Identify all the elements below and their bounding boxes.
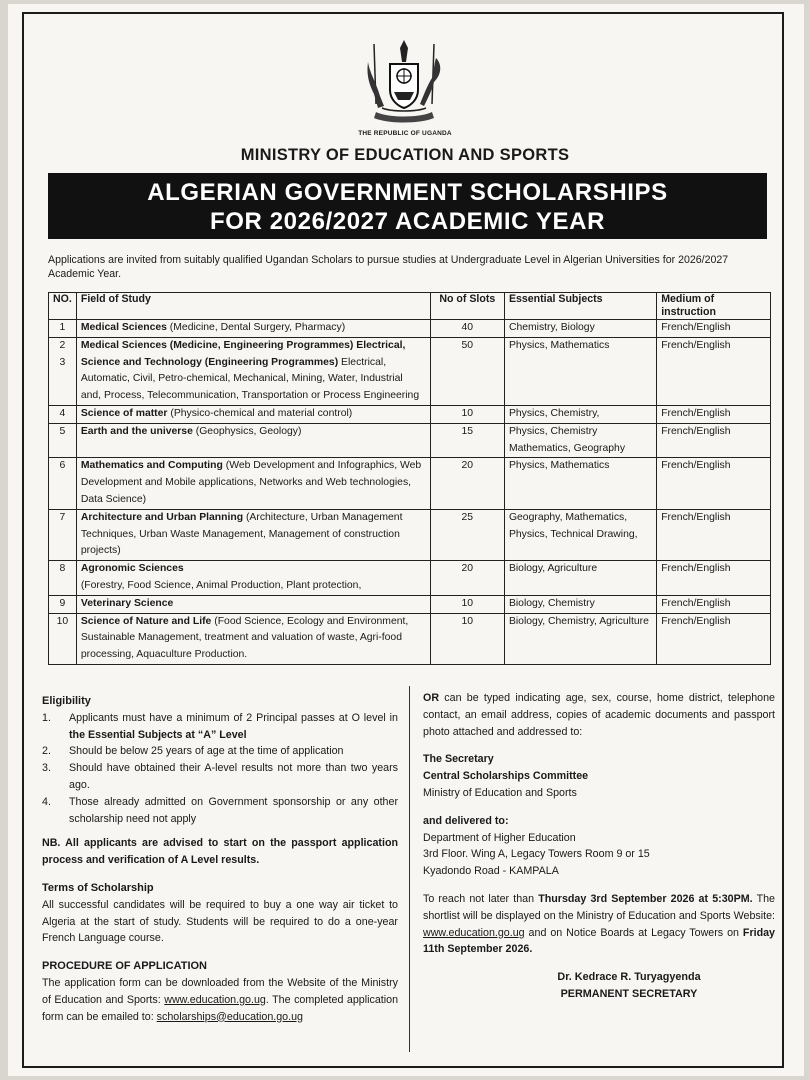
row-slots: 40 — [430, 320, 504, 338]
header-medium: Medium of instruction — [657, 293, 771, 320]
row-field-of-study — [76, 423, 430, 458]
address-line-3: Ministry of Education and Sports — [423, 786, 577, 799]
scholarships-email-link[interactable]: scholarships@education.go.ug — [156, 1010, 303, 1023]
field-title: Medical Sciences (Medicine, Engineering Programmes) Electrical, Science and Technology (Engineering Programmes) — [80, 339, 406, 368]
table-row — [49, 561, 771, 596]
field-details: (Web Development and Infographics, Web Development and Mobile applications, Networks and Web technologies, Data Science) — [80, 460, 422, 505]
table-body — [49, 320, 771, 665]
header-subjects: Essential Subjects — [504, 293, 656, 320]
field-title: Mathematics and Computing — [80, 460, 223, 472]
row-field-of-study — [76, 595, 430, 613]
eligibility-text: Should be below 25 years of age at the time of application — [69, 745, 344, 758]
right-column — [423, 690, 775, 1003]
row-subjects: Biology, Chemistry, Agriculture — [504, 613, 656, 664]
terms-heading: Terms of Scholarship — [42, 881, 154, 894]
row-subjects: Chemistry, Biology — [504, 320, 656, 338]
row-field-of-study — [76, 458, 430, 509]
row-number: 4 — [49, 405, 77, 423]
row-subjects: Physics, Chemistry Mathematics, Geography — [504, 423, 656, 458]
education-website-link[interactable]: www.education.go.ug — [164, 993, 266, 1006]
or-text: can be typed indicating age, sex, course, home district, telephone contact, an email address, copies of academic documents and passport photo attached and addressed to: — [423, 692, 775, 738]
header-no: NO. — [49, 293, 77, 320]
row-number: 9 — [49, 595, 77, 613]
row-field-of-study — [76, 509, 430, 560]
coat-of-arms-icon — [354, 34, 454, 130]
table-row — [49, 458, 771, 509]
field-details: (Medicine, Dental Surgery, Pharmacy) — [166, 322, 346, 333]
eligibility-list — [42, 710, 398, 828]
table-row — [49, 423, 771, 458]
field-title: Agronomic Sciences — [80, 563, 184, 575]
table-row — [49, 320, 771, 338]
row-subjects: Physics, Mathematics — [504, 458, 656, 509]
field-title: Architecture and Urban Planning — [80, 511, 244, 523]
eligibility-number: 1. — [42, 711, 51, 724]
table-row — [49, 595, 771, 613]
row-medium: French/English — [657, 595, 771, 613]
row-slots: 20 — [430, 561, 504, 596]
row-number: 5 — [49, 423, 77, 458]
row-slots: 25 — [430, 509, 504, 560]
intro-paragraph: Applications are invited from suitably qualified Ugandan Scholars to pursue studies at Undergraduate Level in Algerian Universities for 2026/2027 Academic Year. — [48, 254, 729, 280]
table-row — [49, 337, 771, 405]
row-field-of-study — [76, 561, 430, 596]
field-title: Science of Nature and Life — [80, 615, 212, 627]
column-divider — [409, 686, 410, 1052]
row-number: 1 — [49, 320, 77, 338]
field-title: Science of matter — [80, 407, 168, 419]
eligibility-text: Those already admitted on Government sponsorship or any other scholarship need not apply — [69, 795, 398, 825]
department-line-3: Kyadondo Road - KAMPALA — [423, 865, 559, 878]
row-subjects: Physics, Mathematics — [504, 337, 656, 405]
address-line-2: Central Scholarships Committee — [423, 770, 589, 783]
eligibility-item — [42, 760, 398, 794]
title-line-1: ALGERIAN GOVERNMENT SCHOLARSHIPS — [147, 179, 668, 206]
field-details: (Food Science, Ecology and Environment, Sustainable Management, treatment and valuation of waste, Agri-food processing, Aquaculture Production. — [80, 615, 409, 661]
row-field-of-study — [76, 337, 430, 405]
eligibility-number: 4. — [42, 795, 51, 808]
scholarship-table — [48, 292, 771, 665]
row-medium: French/English — [657, 613, 771, 664]
field-details: (Physico-chemical and material control) — [167, 407, 353, 419]
eligibility-item — [42, 743, 398, 760]
signer-name: Dr. Kedrace R. Turyagyenda — [557, 971, 701, 984]
procedure-text-part2: . The completed application form can be emailed to: — [42, 993, 399, 1023]
signer-title: PERMANENT SECRETARY — [560, 987, 698, 1000]
row-slots: 50 — [430, 337, 504, 405]
row-medium: French/English — [657, 423, 771, 458]
row-slots: 10 — [430, 595, 504, 613]
row-medium: French/English — [657, 337, 771, 405]
department-line-1: Department of Higher Education — [423, 831, 576, 844]
table-row — [49, 613, 771, 664]
field-title: Earth and the universe — [80, 425, 193, 437]
row-number: 7 — [49, 509, 77, 560]
row-field-of-study — [76, 613, 430, 664]
row-slots: 15 — [430, 423, 504, 458]
address-line-1: The Secretary — [423, 753, 494, 766]
procedure-text-part1: The application form can be downloaded from the Website of the Ministry of Education and Sports: — [42, 976, 398, 1006]
row-subjects: Biology, Chemistry — [504, 595, 656, 613]
row-medium: French/English — [657, 509, 771, 560]
or-label: OR — [423, 692, 440, 704]
row-field-of-study — [76, 405, 430, 423]
row-number: 10 — [49, 613, 77, 664]
field-title: Veterinary Science — [80, 597, 174, 609]
eligibility-number: 3. — [42, 762, 51, 775]
procedure-heading: PROCEDURE OF APPLICATION — [42, 960, 208, 973]
row-medium: French/English — [657, 320, 771, 338]
shortlist-date: Friday 11th September 2026. — [423, 926, 775, 956]
row-subjects: Physics, Chemistry, — [504, 405, 656, 423]
field-details: (Forestry, Food Science, Animal Production, Plant protection, — [80, 579, 362, 591]
eligibility-text: Should have obtained their A-level results not more than two years ago. — [69, 762, 398, 791]
deadline-text-3: and on Notice Boards at Legacy Towers on — [524, 926, 743, 939]
row-subjects: Biology, Agriculture — [504, 561, 656, 596]
row-medium: French/English — [657, 405, 771, 423]
eligibility-item — [42, 710, 398, 744]
header-slots: No of Slots — [430, 293, 504, 320]
deadline-paragraph — [423, 891, 775, 958]
deadline-text-1: To reach not later than — [423, 892, 539, 905]
header-field: Field of Study — [76, 293, 430, 320]
table-row — [49, 405, 771, 423]
title-line-2: FOR 2026/2027 ACADEMIC YEAR — [210, 208, 605, 235]
row-medium: French/English — [657, 561, 771, 596]
field-details: Electrical, Automatic, Civil, Petro-chemical, Mechanical, Mining, Water, Industrial and, Process, Telecommunication, Transportation or Process Engineering — [80, 356, 420, 402]
row-slots: 20 — [430, 458, 504, 509]
ministry-heading: MINISTRY OF EDUCATION AND SPORTS — [240, 146, 570, 164]
title-banner — [48, 173, 767, 239]
table-header-row — [49, 293, 771, 320]
terms-text: All successful candidates will be required to buy a one way air ticket to Algeria at the start of study. Students will be required to do a one-year French Language course. — [42, 898, 398, 945]
procedure-text — [42, 975, 398, 1025]
row-slots: 10 — [430, 613, 504, 664]
row-medium: French/English — [657, 458, 771, 509]
row-field-of-study — [76, 320, 430, 338]
left-column — [42, 693, 398, 1025]
eligibility-number: 2. — [42, 745, 51, 758]
nb-note: NB. All applicants are advised to start on the passport application process and verification of A Level results. — [42, 837, 398, 867]
row-number: 8 — [49, 561, 77, 596]
field-details: (Architecture, Urban Management Techniques, Urban Waste Management, Management of construction projects) — [80, 511, 403, 557]
row-slots: 10 — [430, 405, 504, 423]
or-paragraph — [423, 690, 775, 740]
field-details: (Geophysics, Geology) — [192, 425, 302, 437]
field-title: Medical Sciences — [80, 322, 167, 333]
shortlist-website-link[interactable]: www.education.go.ug — [423, 926, 525, 939]
deadline-date: Thursday 3rd September 2026 at 5:30PM. — [538, 892, 753, 905]
row-subjects: Geography, Mathematics, Physics, Technical Drawing, — [504, 509, 656, 560]
eligibility-item — [42, 794, 398, 828]
table-row — [49, 509, 771, 560]
deadline-text-2: The shortlist will be displayed on the Ministry of Education and Sports Website: — [423, 892, 775, 922]
republic-caption: THE REPUBLIC OF UGANDA — [358, 130, 452, 137]
eligibility-heading: Eligibility — [42, 695, 91, 707]
row-number: 2 3 — [49, 337, 77, 405]
delivered-to-label: and delivered to: — [423, 814, 509, 827]
eligibility-emphasis: the Essential Subjects at “A” Level — [69, 728, 247, 741]
eligibility-text: Applicants must have a minimum of 2 Principal passes at O level in — [69, 711, 398, 724]
department-line-2: 3rd Floor. Wing A, Legacy Towers Room 9 or 15 — [423, 848, 650, 861]
row-number: 6 — [49, 458, 77, 509]
